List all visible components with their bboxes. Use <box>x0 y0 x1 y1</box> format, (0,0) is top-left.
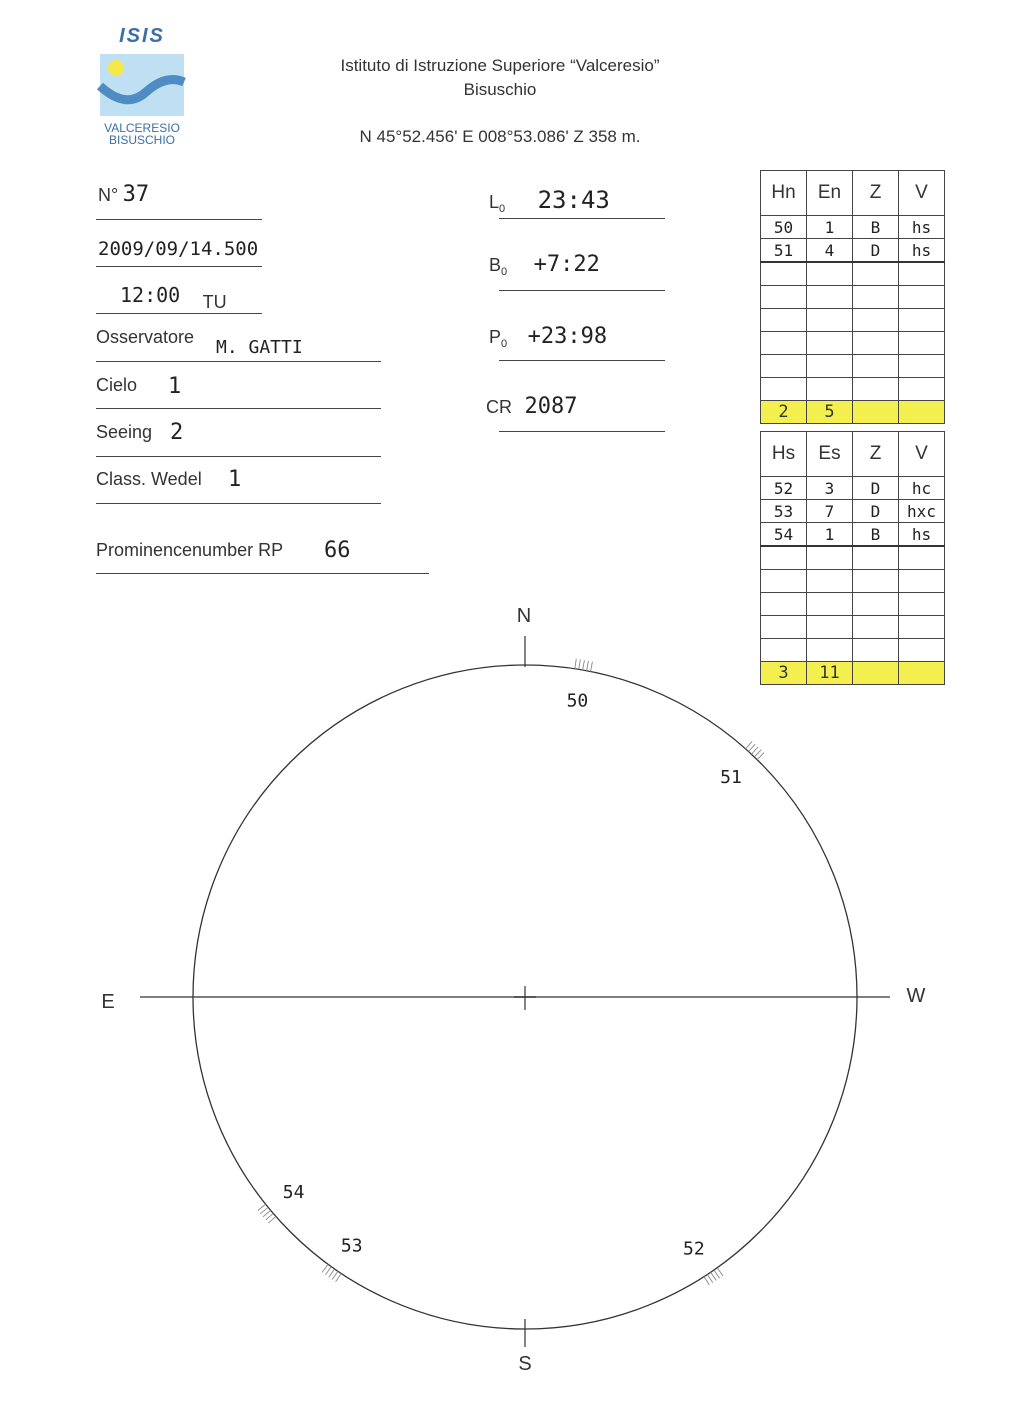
prominence-label: 54 <box>282 1182 305 1204</box>
b0-field: $B_0$ +7:22 <box>489 252 600 278</box>
compass-w: W <box>906 985 926 1007</box>
prominence-label: 52 <box>683 1238 705 1260</box>
logo-line2: BISUSCHIO <box>108 133 175 147</box>
prominence-marker <box>322 1264 341 1281</box>
prominence-number-label: Prominencenumber RP <box>96 540 284 560</box>
table-row: 51 4 D hs <box>761 239 945 263</box>
table-row: 54 1 B hs <box>761 523 945 547</box>
prominence-label: 50 <box>566 690 589 712</box>
l0-field: $L_0$ 23:43 <box>489 186 610 215</box>
header-v: V <box>899 171 945 216</box>
south-total-extent: 11 <box>807 662 853 685</box>
sheet-number: N° 37 <box>98 182 150 207</box>
prominence-marker <box>258 1204 276 1223</box>
compass-n: N <box>516 605 532 627</box>
logo-line1: VALCERESIO <box>104 121 180 135</box>
header-hs: Hs <box>761 432 807 477</box>
prominence-label: 53 <box>340 1235 363 1257</box>
observatory-coords: N 45°52.456' E 008°53.086' Z 358 m. <box>359 127 641 146</box>
south-total-count: 3 <box>761 662 807 685</box>
header-es: Es <box>807 432 853 477</box>
logo-mark: ISIS <box>119 25 165 47</box>
institute-town: Bisuschio <box>463 80 537 99</box>
compass-e: E <box>101 991 115 1013</box>
carrington-field: CR 2087 <box>486 394 578 419</box>
observation-date: 2009/09/14.500 <box>98 238 259 260</box>
table-row: 50 1 B hs <box>761 216 945 239</box>
b0-value: +7:22 <box>533 252 600 277</box>
north-total-extent: 5 <box>807 401 853 424</box>
institute-name: Istituto di Istruzione Superiore “Valceresio” <box>340 56 660 75</box>
prominence-number-value: 66 <box>324 538 351 563</box>
sky-label: Cielo <box>96 375 138 395</box>
p0-field: $P_0$ +23:98 <box>489 324 608 350</box>
sheet-number-value: 37 <box>122 182 150 207</box>
header-hn: Hn <box>761 171 807 216</box>
p0-value: +23:98 <box>527 324 608 349</box>
table-row: 52 3 D hc <box>761 477 945 500</box>
header-v: V <box>899 432 945 477</box>
wedel-value: 1 <box>228 467 242 492</box>
observation-time: 12:00 TU <box>120 283 227 312</box>
sky-value: 1 <box>168 374 182 399</box>
header-en: En <box>807 171 853 216</box>
header-z: Z <box>853 171 899 216</box>
compass-s: S <box>518 1353 532 1375</box>
prominence-label: 51 <box>720 767 742 789</box>
l0-value: 23:43 <box>537 186 610 214</box>
observer-value: M. GATTI <box>216 337 303 358</box>
table-row: 53 7 D hxc <box>761 500 945 523</box>
carrington-value: 2087 <box>524 394 578 419</box>
wedel-label: Class. Wedel <box>96 469 202 489</box>
observer-label: Osservatore <box>96 327 195 347</box>
header-z: Z <box>853 432 899 477</box>
seeing-value: 2 <box>170 420 184 445</box>
seeing-label: Seeing <box>96 422 153 442</box>
north-total-count: 2 <box>761 401 807 424</box>
